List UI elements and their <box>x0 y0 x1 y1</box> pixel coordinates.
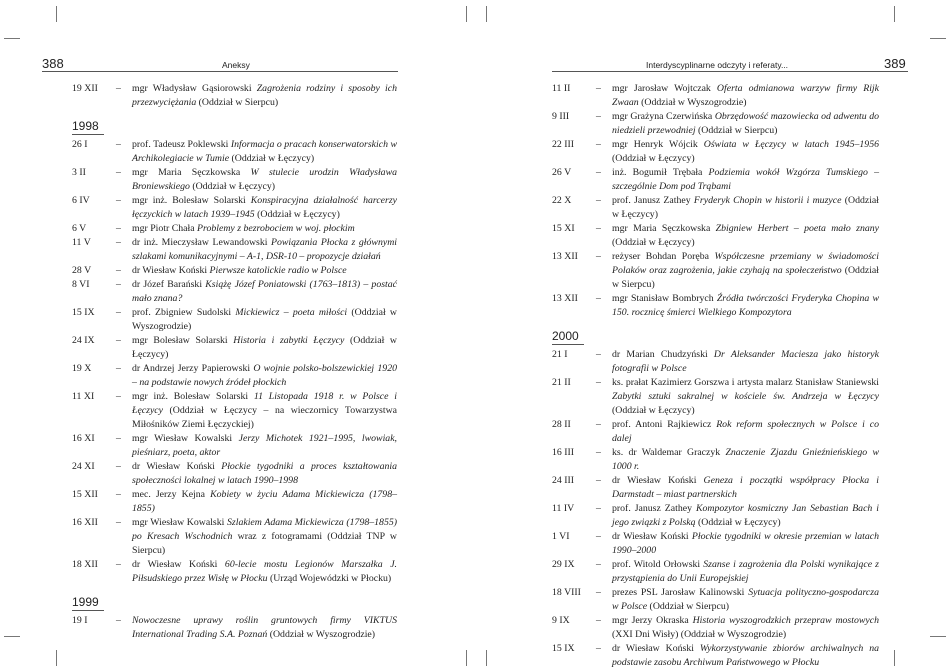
entry-dash: – <box>596 447 601 458</box>
entry-date: 13 XII <box>552 251 578 262</box>
entry-date: 15 IX <box>552 643 575 654</box>
entry-dash: – <box>596 587 601 598</box>
entry-date: 16 III <box>552 447 575 458</box>
lecture-entry <box>552 586 879 614</box>
entry-dash: – <box>596 167 601 178</box>
lecture-entry <box>552 138 879 166</box>
entry-text: dr Marian Chudzyński Dr Aleksander Maciesza jako historyk fotografii w Polsce <box>612 349 880 374</box>
entry-dash: – <box>596 251 601 262</box>
entry-dash: – <box>596 615 601 626</box>
entry-date: 15 XII <box>72 489 98 500</box>
crop-mark <box>486 6 487 22</box>
entry-dash: – <box>116 223 121 234</box>
entry-date: 16 XII <box>72 517 98 528</box>
crop-mark <box>894 650 895 666</box>
crop-mark <box>466 650 467 666</box>
entry-date: 11 II <box>552 83 571 94</box>
lecture-entry <box>72 138 397 166</box>
entry-date: 15 IX <box>72 307 95 318</box>
crop-mark <box>56 650 57 666</box>
crop-mark <box>486 650 487 666</box>
lecture-entry <box>72 306 397 334</box>
entry-text: mgr Bolesław Solarski Historia i zabytki Łęczycy (Oddział w Łęczycy) <box>132 335 398 360</box>
entry-dash: – <box>116 237 121 248</box>
lecture-entry <box>72 222 397 236</box>
year-heading: 2000 <box>552 328 584 345</box>
entry-date: 22 X <box>552 195 572 206</box>
right-running-head: Interdyscyplinarne odczyty i referaty... <box>646 60 789 70</box>
entry-date: 11 XI <box>72 391 95 402</box>
left-header-rule <box>42 71 398 72</box>
lecture-entry <box>552 222 879 250</box>
lecture-entry <box>72 558 397 586</box>
entry-date: 19 I <box>72 615 88 626</box>
entry-text: mgr Henryk Wójcik Oświata w Łęczycy w latach 1945–1956 (Oddział w Łęczycy) <box>612 139 880 164</box>
entry-text: ks. prałat Kazimierz Gorszwa i artysta malarz Stanisław Staniewski Zabytki sztuki sakralnej w kościele św. Andrzeja w Łęczycy (Oddział w Łęczycy) <box>612 377 879 416</box>
crop-mark <box>4 636 20 637</box>
entry-date: 24 III <box>552 475 575 486</box>
entry-date: 15 XI <box>552 223 575 234</box>
entry-dash: – <box>116 195 121 206</box>
entry-text: mgr Grażyna Czerwińska Obrzędowość mazowiecka od adwentu do niedzieli przewodniej (Oddział w Sierpcu) <box>612 111 879 136</box>
entry-date: 16 XI <box>72 433 95 444</box>
entry-date: 28 II <box>552 419 571 430</box>
entry-date: 24 XI <box>72 461 95 472</box>
lecture-entry <box>552 292 879 320</box>
entry-date: 9 IX <box>552 615 570 626</box>
entry-text: dr Wiesław Koński Wykorzystywanie zbiorów archiwalnych na podstawie zasobu Archiwum Państwowego w Płocku <box>612 643 879 668</box>
entry-date: 6 IV <box>72 195 90 206</box>
lecture-entry <box>72 516 397 558</box>
entry-text: mgr inż. Bolesław Solarski Konspiracyjna działalność harcerzy łęczyckich w latach 1939–1945 (Oddział w Łęczycy) <box>132 195 397 220</box>
lecture-entry <box>552 166 879 194</box>
entry-date: 9 III <box>552 111 570 122</box>
lecture-entry <box>72 460 397 488</box>
entry-text: ks. dr Waldemar Graczyk Znaczenie Zjazdu Gnieźnieńskiego w 1000 r. <box>612 447 879 472</box>
entry-dash: – <box>596 475 601 486</box>
entry-text: mgr Maria Sęczkowska W stulecie urodzin Władysława Broniewskiego (Oddział w Łęczycy) <box>132 167 398 192</box>
crop-mark <box>930 38 946 39</box>
entry-date: 18 XII <box>72 559 98 570</box>
lecture-entry <box>72 194 397 222</box>
entry-text: mgr Władysław Gąsiorowski Zagrożenia rodziny i sposoby ich przezwyciężania (Oddział w Sierpcu) <box>132 83 397 108</box>
entry-text: prof. Janusz Zathey Fryderyk Chopin w historii i muzyce (Oddział w Łęczycy) <box>612 195 880 220</box>
lecture-entry <box>72 236 397 264</box>
entry-dash: – <box>596 349 601 360</box>
entry-date: 28 V <box>72 265 92 276</box>
entry-dash: – <box>116 489 121 500</box>
entry-dash: – <box>116 279 121 290</box>
entry-dash: – <box>116 615 121 626</box>
lecture-entry <box>72 82 397 110</box>
entry-text: dr Wiesław Koński Pierwsze katolickie radio w Polsce <box>132 265 347 276</box>
entry-dash: – <box>596 293 601 304</box>
lecture-entry <box>72 264 397 278</box>
lecture-entry <box>552 194 879 222</box>
entry-text: dr Wiesław Koński 60-lecie mostu Legionów Marszałka J. Piłsudskiego przez Wisłę w Płocku (Urząd Wojewódzki w Płocku) <box>132 559 397 584</box>
entry-dash: – <box>596 559 601 570</box>
entry-dash: – <box>596 223 601 234</box>
lecture-entry <box>72 362 397 390</box>
entry-text: prezes PSL Jarosław Kalinowski Sytuacja polityczno-gospodarcza w Polsce (Oddział w Sierpcu) <box>612 587 879 612</box>
entry-dash: – <box>596 419 601 430</box>
lecture-entry <box>72 334 397 362</box>
entry-dash: – <box>596 643 601 654</box>
entry-dash: – <box>596 377 601 388</box>
lecture-entry <box>552 446 879 474</box>
crop-mark <box>466 6 467 22</box>
entry-dash: – <box>116 83 121 94</box>
left-page-number: 388 <box>42 56 64 71</box>
entry-date: 18 VIII <box>552 587 581 598</box>
lecture-entry <box>552 502 879 530</box>
entry-dash: – <box>116 335 121 346</box>
entry-date: 6 V <box>72 223 87 234</box>
lecture-entry <box>552 82 879 110</box>
crop-mark <box>56 6 57 22</box>
entry-date: 11 V <box>72 237 91 248</box>
lecture-entry <box>72 390 397 432</box>
entry-text: inż. Bogumił Trębała Podziemia wokół Wzgórza Tumskiego – szczególnie Dom pod Trąbami <box>612 167 879 192</box>
entry-date: 29 IX <box>552 559 575 570</box>
lecture-entry <box>552 558 879 586</box>
entry-text: mgr Piotr Chała Problemy z bezrobociem w woj. płockim <box>132 223 355 234</box>
entry-date: 1 VI <box>552 531 570 542</box>
entry-date: 13 XII <box>552 293 578 304</box>
entry-dash: – <box>116 167 121 178</box>
entry-text: dr inż. Mieczysław Lewandowski Powiązania Płocka z głównymi szlakami komunikacyjnymi – A-1, DSR-10 – propozycje działań <box>132 237 397 262</box>
entry-date: 21 II <box>552 377 571 388</box>
lecture-entry <box>552 642 879 670</box>
entry-text: dr Andrzej Jerzy Papierowski O wojnie polsko-bolszewickiej 1920 – na podstawie nowych źródeł płockich <box>132 363 398 388</box>
entry-text: mgr Jerzy Okraska Historia wyszogrodzkich przepraw mostowych (XXI Dni Wisły) (Oddział w Wyszogrodzie) <box>612 615 879 640</box>
entry-text: dr Wiesław Koński Geneza i początki współpracy Płocka i Darmstadt – miast partnerskich <box>612 475 879 500</box>
entry-dash: – <box>596 503 601 514</box>
entry-dash: – <box>116 391 121 402</box>
left-page-entries <box>72 82 397 642</box>
entry-dash: – <box>116 559 121 570</box>
lecture-entry <box>72 432 397 460</box>
entry-dash: – <box>596 531 601 542</box>
entry-dash: – <box>116 433 121 444</box>
entry-dash: – <box>596 195 601 206</box>
entry-date: 3 II <box>72 167 86 178</box>
lecture-entry <box>552 250 879 292</box>
lecture-entry <box>552 110 879 138</box>
entry-dash: – <box>116 363 121 374</box>
lecture-entry <box>552 418 879 446</box>
entry-text: mgr Wiesław Kowalski Szlakiem Adama Mickiewicza (1798–1855) po Kresach Wschodnich wraz z fotogramami (Oddział TNP w Sierpcu) <box>132 517 397 556</box>
entry-text: dr Wiesław Koński Płockie tygodniki a proces kształtowania społeczności lokalnej w latach 1990–1998 <box>132 461 397 486</box>
lecture-entry <box>552 614 879 642</box>
lecture-entry <box>552 530 879 558</box>
entry-date: 26 V <box>552 167 572 178</box>
lecture-entry <box>552 348 879 376</box>
right-page-number: 389 <box>884 56 906 71</box>
entry-text: prof. Tadeusz Poklewski Informacja o pracach konserwatorskich w Archikolegiacie w Tumie (Oddział w Łęczycy) <box>132 139 397 164</box>
year-heading: 1998 <box>72 118 104 135</box>
entry-dash: – <box>116 139 121 150</box>
lecture-entry <box>72 488 397 516</box>
entry-dash: – <box>116 461 121 472</box>
crop-mark <box>4 38 20 39</box>
entry-dash: – <box>596 139 601 150</box>
entry-text: mgr Jarosław Wojtczak Oferta odmianowa warzyw firmy Rijk Zwaan (Oddział w Wyszogrodzie) <box>612 83 879 108</box>
entry-dash: – <box>596 111 601 122</box>
entry-dash: – <box>116 307 121 318</box>
entry-date: 24 IX <box>72 335 95 346</box>
year-heading: 1999 <box>72 594 104 611</box>
entry-text: dr Józef Barański Książę Józef Poniatowski (1763–1813) – postać mało znana? <box>132 279 398 304</box>
left-running-head: Aneksy <box>222 60 250 70</box>
entry-text: mgr Wiesław Kowalski Jerzy Michotek 1921–1995, lwowiak, pieśniarz, poeta, aktor <box>132 433 397 458</box>
entry-date: 19 X <box>72 363 92 374</box>
entry-text: prof. Janusz Zathey Kompozytor kosmiczny Jan Sebastian Bach i jego związki z Polską (Oddział w Łęczycy) <box>612 503 880 528</box>
lecture-entry <box>552 474 879 502</box>
entry-text: Nowoczesne uprawy roślin gruntowych firmy VIKTUS International Trading S.A. Poznań (Oddział w Wyszogrodzie) <box>132 615 397 640</box>
entry-text: prof. Antoni Rajkiewicz Rok reform społecznych w Polsce i co dalej <box>612 419 880 444</box>
entry-dash: – <box>116 517 121 528</box>
right-page-entries <box>552 82 879 670</box>
entry-date: 21 I <box>552 349 568 360</box>
entry-text: mgr inż. Bolesław Solarski 11 Listopada 1918 r. w Polsce i Łęczycy (Oddział w Łęczycy – na wieczornicy Towarzystwa Miłośników Ziemi Łęczyckiej) <box>132 391 397 430</box>
lecture-entry <box>72 614 397 642</box>
entry-text: mgr Stanisław Bombrych Źródła twórczości Fryderyka Chopina w 150. rocznicę śmierci Wielkiego Kompozytora <box>612 293 879 318</box>
crop-mark <box>930 636 946 637</box>
entry-text: mec. Jerzy Kejna Kobiety w życiu Adama Mickiewicza (1798–1855) <box>132 489 397 514</box>
crop-mark <box>894 6 895 22</box>
entry-dash: – <box>596 83 601 94</box>
right-header-rule <box>552 71 908 72</box>
entry-text: reżyser Bohdan Poręba Współczesne przemiany w świadomości Polaków oraz zagrożenia, jakie czyhają na społeczeństwo (Oddział w Sierpcu) <box>612 251 879 290</box>
entry-text: prof. Witold Orłowski Szanse i zagrożenia dla Polski wynikające z przystąpienia do Unii Europejskiej <box>612 559 879 584</box>
entry-text: prof. Zbigniew Sudolski Mickiewicz – poeta miłości (Oddział w Wyszogrodzie) <box>132 307 398 332</box>
entry-date: 26 I <box>72 139 88 150</box>
lecture-entry <box>72 166 397 194</box>
entry-date: 19 XII <box>72 83 98 94</box>
lecture-entry <box>72 278 397 306</box>
entry-dash: – <box>116 265 121 276</box>
entry-date: 8 VI <box>72 279 90 290</box>
lecture-entry <box>552 376 879 418</box>
entry-date: 11 IV <box>552 503 575 514</box>
entry-text: mgr Maria Sęczkowska Zbigniew Herbert – poeta mało znany (Oddział w Łęczycy) <box>612 223 879 248</box>
entry-date: 22 III <box>552 139 575 150</box>
entry-text: dr Wiesław Koński Płockie tygodniki w okresie przemian w latach 1990–2000 <box>612 531 879 556</box>
